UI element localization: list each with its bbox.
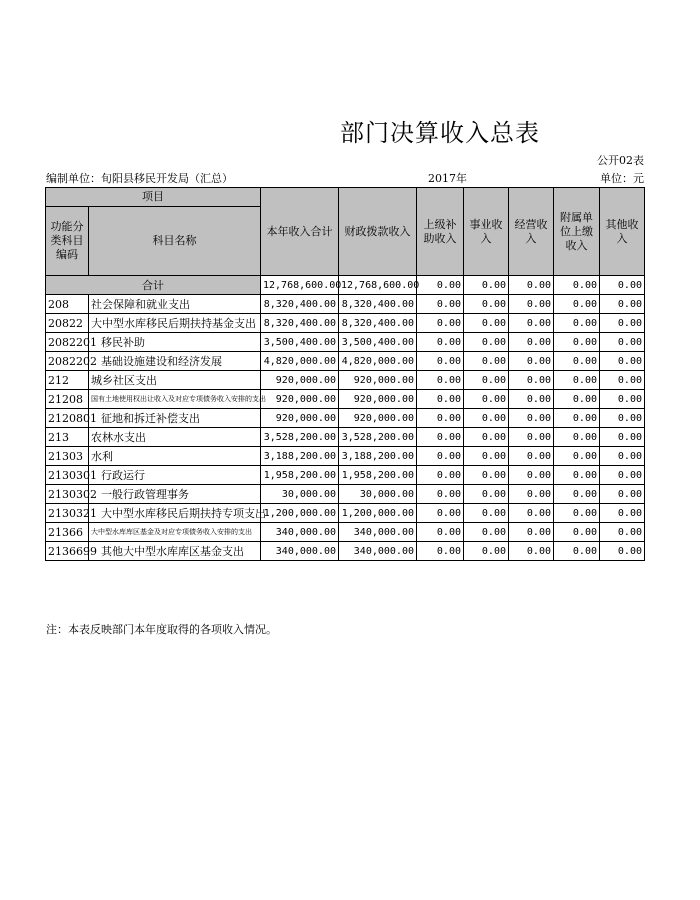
affiliated-cell: 0.00: [554, 504, 600, 523]
page-title-text: 部门决算收入总表: [340, 119, 540, 147]
affiliated-cell: 0.00: [554, 314, 600, 333]
table-row: [46, 485, 645, 504]
affiliated-cell: 0.00: [554, 523, 600, 542]
affiliated-cell: 0.00: [554, 352, 600, 371]
footnote: 注：本表反映部门本年度取得的各项收入情况。: [46, 623, 277, 636]
subject-name-cell: 征地和拆迁补偿支出: [89, 409, 261, 428]
operating-cell: 0.00: [509, 333, 554, 352]
total-cell: 3,500,400.00: [261, 333, 339, 352]
income-summary-table: [45, 187, 645, 561]
func-code-cell: 2082201: [46, 333, 89, 352]
business-cell: 0.00: [464, 390, 509, 409]
operating-cell: 0.00: [509, 428, 554, 447]
operating-cell: 0.00: [509, 409, 554, 428]
total-label: 合计: [46, 276, 261, 295]
meta-row: [46, 170, 644, 184]
subject-name-cell: 移民补助: [89, 333, 261, 352]
other-cell: 0.00: [600, 371, 645, 390]
upper-cell: 0.00: [417, 542, 464, 561]
upper-cell: 0.00: [417, 390, 464, 409]
business-cell: 0.00: [464, 314, 509, 333]
fiscal-cell: 8,320,400.00: [339, 295, 417, 314]
fiscal-cell: 340,000.00: [339, 523, 417, 542]
subject-name-cell: 城乡社区支出: [89, 371, 261, 390]
table-row: [46, 390, 645, 409]
func-code-cell: 212: [46, 371, 89, 390]
header-upper-subsidy: 上级补助收入: [417, 188, 464, 276]
unit-label: 单位：元: [600, 172, 644, 185]
affiliated-cell: 0.00: [554, 333, 600, 352]
total-cell: 1,958,200.00: [261, 466, 339, 485]
func-code-cell: 21366: [46, 523, 89, 542]
operating-cell: 0.00: [509, 295, 554, 314]
other-cell: 0.00: [600, 504, 645, 523]
business-cell: 0.00: [464, 333, 509, 352]
other-cell: 0.00: [600, 352, 645, 371]
affiliated-cell: 0.00: [554, 409, 600, 428]
upper-cell: 0.00: [417, 333, 464, 352]
header-other: 其他收入: [600, 188, 645, 276]
operating-cell: 0.00: [509, 504, 554, 523]
total-fiscal-cell: 12,768,600.00: [339, 276, 417, 295]
func-code-cell: 21208: [46, 390, 89, 409]
upper-cell: 0.00: [417, 352, 464, 371]
table-row: [46, 504, 645, 523]
total-cell: 4,820,000.00: [261, 352, 339, 371]
func-code-cell: 2120801: [46, 409, 89, 428]
upper-cell: 0.00: [417, 447, 464, 466]
func-code-cell: 2130321: [46, 504, 89, 523]
total-cell: 920,000.00: [261, 409, 339, 428]
table-row: [46, 295, 645, 314]
fiscal-cell: 920,000.00: [339, 409, 417, 428]
func-code-cell: 2130302: [46, 485, 89, 504]
total-cell: 3,188,200.00: [261, 447, 339, 466]
table-row: [46, 333, 645, 352]
func-code-cell: 20822: [46, 314, 89, 333]
operating-cell: 0.00: [509, 447, 554, 466]
fiscal-cell: 3,500,400.00: [339, 333, 417, 352]
table-row: [46, 523, 645, 542]
affiliated-cell: 0.00: [554, 428, 600, 447]
other-cell: 0.00: [600, 466, 645, 485]
operating-cell: 0.00: [509, 485, 554, 504]
header-total-income: 本年收入合计: [261, 188, 339, 276]
business-cell: 0.00: [464, 485, 509, 504]
page-title: [0, 113, 700, 148]
header-business: 事业收入: [464, 188, 509, 276]
business-cell: 0.00: [464, 504, 509, 523]
upper-cell: 0.00: [417, 428, 464, 447]
business-cell: 0.00: [464, 466, 509, 485]
total-cell: 8,320,400.00: [261, 295, 339, 314]
operating-cell: 0.00: [509, 523, 554, 542]
fiscal-cell: 340,000.00: [339, 542, 417, 561]
other-cell: 0.00: [600, 542, 645, 561]
business-cell: 0.00: [464, 295, 509, 314]
total-cell: 1,200,000.00: [261, 504, 339, 523]
func-code-cell: 21303: [46, 447, 89, 466]
total-cell: 340,000.00: [261, 523, 339, 542]
total-business-cell: 0.00: [464, 276, 509, 295]
affiliated-cell: 0.00: [554, 447, 600, 466]
upper-cell: 0.00: [417, 409, 464, 428]
func-code-cell: 2082202: [46, 352, 89, 371]
table-row: [46, 447, 645, 466]
total-cell: 340,000.00: [261, 542, 339, 561]
other-cell: 0.00: [600, 333, 645, 352]
header-affiliated: 附属单位上缴收入: [554, 188, 600, 276]
affiliated-cell: 0.00: [554, 390, 600, 409]
other-cell: 0.00: [600, 523, 645, 542]
func-code-cell: 208: [46, 295, 89, 314]
subject-name-cell: 大中型水库移民后期扶持基金支出: [89, 314, 261, 333]
other-cell: 0.00: [600, 295, 645, 314]
other-cell: 0.00: [600, 314, 645, 333]
upper-cell: 0.00: [417, 295, 464, 314]
total-cell: 3,528,200.00: [261, 428, 339, 447]
total-income-cell: 12,768,600.00: [261, 276, 339, 295]
fiscal-cell: 3,528,200.00: [339, 428, 417, 447]
subject-name-cell: 社会保障和就业支出: [89, 295, 261, 314]
org-label: 编制单位：旬阳县移民开发局（汇总）: [46, 172, 233, 185]
total-row: [46, 276, 645, 295]
affiliated-cell: 0.00: [554, 542, 600, 561]
subject-name-cell: 水利: [89, 447, 261, 466]
business-cell: 0.00: [464, 409, 509, 428]
total-affiliated-cell: 0.00: [554, 276, 600, 295]
fiscal-cell: 3,188,200.00: [339, 447, 417, 466]
business-cell: 0.00: [464, 523, 509, 542]
upper-cell: 0.00: [417, 504, 464, 523]
upper-cell: 0.00: [417, 371, 464, 390]
fiscal-cell: 920,000.00: [339, 390, 417, 409]
header-operating: 经营收入: [509, 188, 554, 276]
fiscal-cell: 4,820,000.00: [339, 352, 417, 371]
total-other-cell: 0.00: [600, 276, 645, 295]
fiscal-cell: 1,958,200.00: [339, 466, 417, 485]
header-fiscal: 财政拨款收入: [339, 188, 417, 276]
subject-name-cell: 大中型水库库区基金及对应专项债务收入安排的支出: [89, 523, 261, 542]
business-cell: 0.00: [464, 542, 509, 561]
fiscal-cell: 1,200,000.00: [339, 504, 417, 523]
other-cell: 0.00: [600, 390, 645, 409]
fiscal-cell: 920,000.00: [339, 371, 417, 390]
table-row: [46, 352, 645, 371]
business-cell: 0.00: [464, 371, 509, 390]
total-cell: 920,000.00: [261, 371, 339, 390]
other-cell: 0.00: [600, 447, 645, 466]
affiliated-cell: 0.00: [554, 485, 600, 504]
form-code: 公开02表: [597, 154, 644, 167]
fiscal-cell: 30,000.00: [339, 485, 417, 504]
upper-cell: 0.00: [417, 485, 464, 504]
table-row: [46, 409, 645, 428]
total-cell: 920,000.00: [261, 390, 339, 409]
total-upper-cell: 0.00: [417, 276, 464, 295]
other-cell: 0.00: [600, 485, 645, 504]
table-row: [46, 466, 645, 485]
other-cell: 0.00: [600, 409, 645, 428]
subject-name-cell: 农林水支出: [89, 428, 261, 447]
affiliated-cell: 0.00: [554, 295, 600, 314]
business-cell: 0.00: [464, 428, 509, 447]
table-row: [46, 371, 645, 390]
other-cell: 0.00: [600, 428, 645, 447]
business-cell: 0.00: [464, 352, 509, 371]
business-cell: 0.00: [464, 447, 509, 466]
subject-name-cell: 大中型水库移民后期扶持专项支出: [89, 504, 261, 523]
upper-cell: 0.00: [417, 314, 464, 333]
fiscal-cell: 8,320,400.00: [339, 314, 417, 333]
total-cell: 8,320,400.00: [261, 314, 339, 333]
func-code-cell: 2136699: [46, 542, 89, 561]
operating-cell: 0.00: [509, 542, 554, 561]
operating-cell: 0.00: [509, 352, 554, 371]
header-func-code: 功能分类科目编码: [46, 207, 89, 276]
header-subject-name: 科目名称: [89, 207, 261, 276]
affiliated-cell: 0.00: [554, 466, 600, 485]
subject-name-cell: 国有土地使用权出让收入及对应专项债务收入安排的支出: [89, 390, 261, 409]
operating-cell: 0.00: [509, 390, 554, 409]
total-cell: 30,000.00: [261, 485, 339, 504]
subject-name-cell: 一般行政管理事务: [89, 485, 261, 504]
table-row: [46, 314, 645, 333]
func-code-cell: 2130301: [46, 466, 89, 485]
upper-cell: 0.00: [417, 523, 464, 542]
report-year: 2017年: [428, 172, 467, 185]
subject-name-cell: 基础设施建设和经济发展: [89, 352, 261, 371]
affiliated-cell: 0.00: [554, 371, 600, 390]
subject-name-cell: 其他大中型水库库区基金支出: [89, 542, 261, 561]
upper-cell: 0.00: [417, 466, 464, 485]
header-item: 项目: [46, 188, 261, 207]
table-row: [46, 428, 645, 447]
operating-cell: 0.00: [509, 314, 554, 333]
operating-cell: 0.00: [509, 466, 554, 485]
table-row: [46, 542, 645, 561]
subject-name-cell: 行政运行: [89, 466, 261, 485]
operating-cell: 0.00: [509, 371, 554, 390]
func-code-cell: 213: [46, 428, 89, 447]
total-operating-cell: 0.00: [509, 276, 554, 295]
